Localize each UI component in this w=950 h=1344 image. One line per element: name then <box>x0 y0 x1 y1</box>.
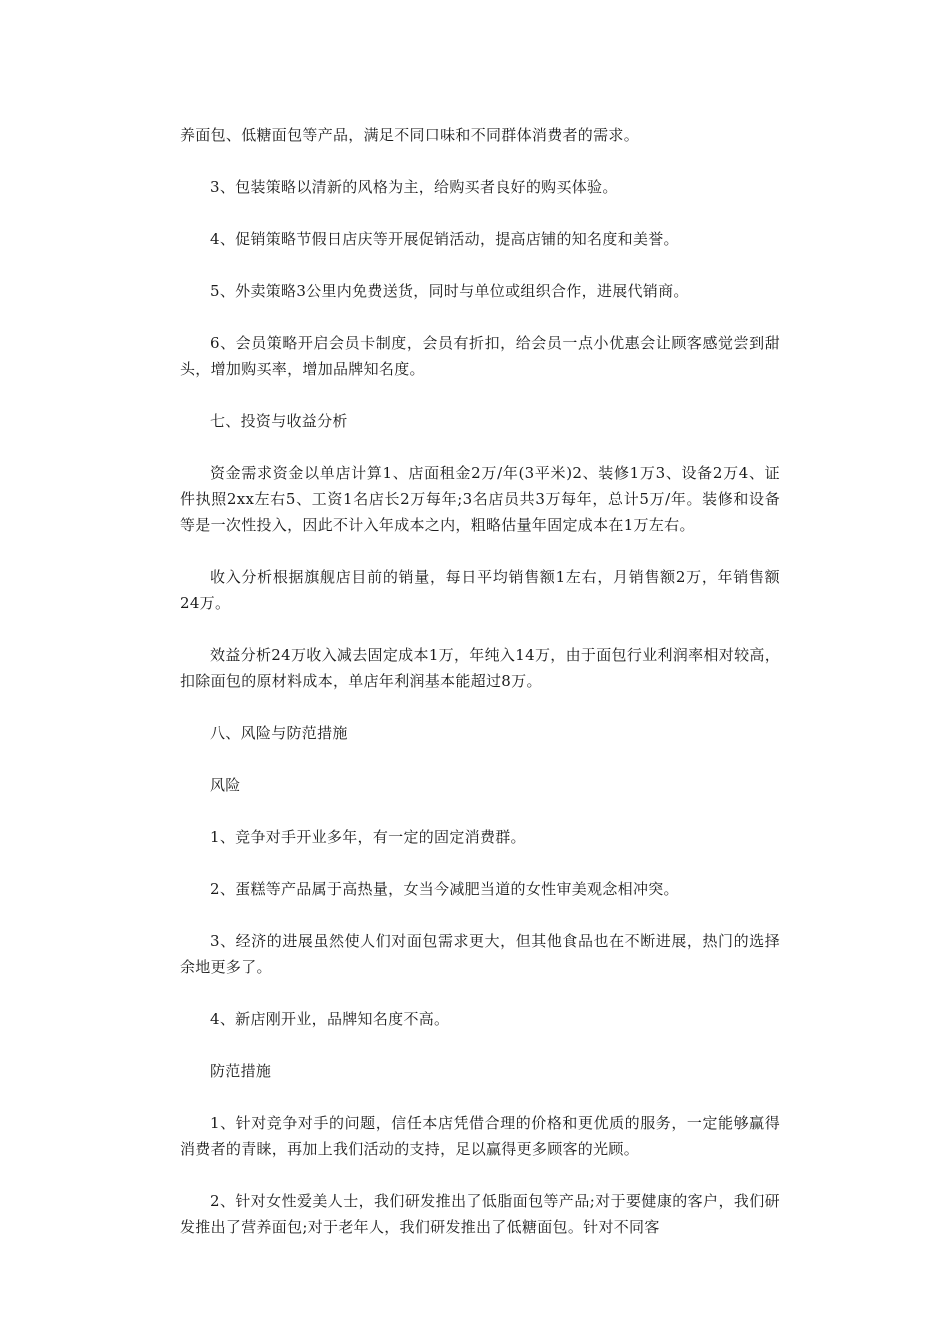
paragraph-profit-analysis: 效益分析24万收入减去固定成本1万，年纯入14万，由于面包行业利润率相对较高，扣除面包的原材料成本，单店年利润基本能超过8万。 <box>180 646 780 690</box>
risk-item-2: 2、蛋糕等产品属于高热量，女当今减肥当道的女性审美观念相冲突。 <box>210 880 679 898</box>
paragraph-delivery-strategy: 5、外卖策略3公里内免费送货，同时与单位或组织合作，进展代销商。 <box>210 282 689 300</box>
paragraph-packaging-strategy: 3、包装策略以清新的风格为主，给购买者良好的购买体验。 <box>210 178 618 196</box>
paragraph-revenue-analysis: 收入分析根据旗舰店目前的销量，每日平均销售额1左右，月销售额2万，年销售额24万。 <box>180 568 780 612</box>
subheading-prevention: 防范措施 <box>210 1062 272 1080</box>
paragraph-capital-needs: 资金需求资金以单店计算1、店面租金2万/年(3平米)2、装修1万3、设备2万4、证件执照2xx左右5、工资1名店长2万每年;3名店员共3万每年，总计5万/年。装修和设备等是一次性投入，因此不计入年成本之内，粗略估量年固定成本在1万左右。 <box>180 464 780 534</box>
risk-item-1: 1、竞争对手开业多年，有一定的固定消费群。 <box>210 828 526 846</box>
document-body <box>180 122 780 1240</box>
section-heading-investment: 七、投资与收益分析 <box>210 412 348 430</box>
prevention-item-2: 2、针对女性爱美人士，我们研发推出了低脂面包等产品;对于要健康的客户，我们研发推出了营养面包;对于老年人，我们研发推出了低糖面包。针对不同客 <box>180 1192 780 1236</box>
section-heading-risk: 八、风险与防范措施 <box>210 724 348 742</box>
paragraph-membership-strategy: 6、会员策略开启会员卡制度，会员有折扣，给会员一点小优惠会让顾客感觉尝到甜头，增加购买率，增加品牌知名度。 <box>180 334 780 378</box>
paragraph-promotion-strategy: 4、促销策略节假日店庆等开展促销活动，提高店铺的知名度和美誉。 <box>210 230 679 248</box>
risk-item-3: 3、经济的进展虽然使人们对面包需求更大，但其他食品也在不断进展，热门的选择余地更多了。 <box>180 932 780 976</box>
subheading-risk: 风险 <box>210 776 241 794</box>
prevention-item-1: 1、针对竞争对手的问题，信任本店凭借合理的价格和更优质的服务，一定能够赢得消费者的青睐，再加上我们活动的支持，足以赢得更多顾客的光顾。 <box>180 1114 780 1158</box>
risk-item-4: 4、新店刚开业，品牌知名度不高。 <box>210 1010 450 1028</box>
paragraph-continuation: 养面包、低糖面包等产品，满足不同口味和不同群体消费者的需求。 <box>180 126 640 144</box>
